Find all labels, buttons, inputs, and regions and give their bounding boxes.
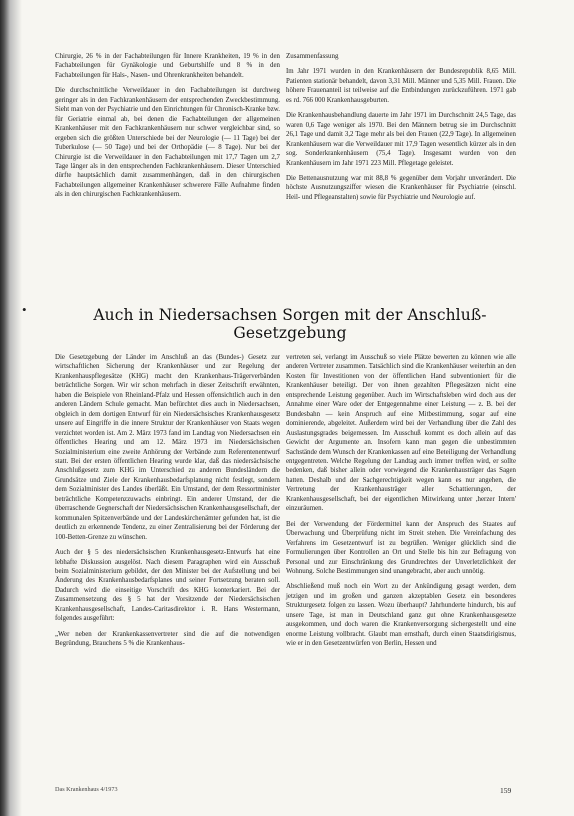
paragraph: „Wer neben der Krankenkassenvertreter sind die auf die notwendigen Begründung, Brauchens 5 % die Krankenhaus- xyxy=(55,630,280,648)
scan-binding-shadow xyxy=(0,0,22,816)
paragraph: Die Bettenausnutzung war mit 88,8 % gegenüber dem Vorjahr unverändert. Die höchste Ausnutzungsziffer wiesen die Krankenhäuser für Psychiatrie (einschl. Heil- und Pflegeanstalten) sowie für Psychiatrie und Neurologie auf. xyxy=(286,174,516,201)
headline-bullet-mark: • xyxy=(22,302,27,317)
article-headline: Auch in Niedersachsen Sorgen mit der Anschluß-Gesetzgebung xyxy=(93,306,487,342)
section-heading: Zusammenfassung xyxy=(286,52,339,60)
bottom-left-column xyxy=(55,353,280,655)
top-left-column xyxy=(55,52,280,206)
top-right-column xyxy=(286,52,516,208)
journal-footer: Das Krankenhaus 4/1973 xyxy=(55,786,118,793)
paragraph: vertreten sei, verlangt im Ausschuß so viele Plätze bewerten zu können wie alle anderen Vertreter zusammen. Tatsächlich sind die Krankenhäuser weiterhin an den Kosten für Investitionen von der öffentlichen Hand subventioniert für die Krankenhäuser beteiligt. Der von ihnen gezahlten Pflegesätzen nicht eine entsprechende Leistung gegenüber. Auch im Wirtschaftsleben wird doch aus der Annahme einer Ware oder der Entgegennahme einer Leistung — z. B. bei der Bundesbahn — kein Anspruch auf eine Mitbestimmung, sogar auf eine dominierende, abgeleitet. Außerdem wird bei der Verhandlung über die Zahl des Auslastungsgrades beigemessen. Im Ausschuß kommt es doch allein auf das Gewicht der Argumente an. Insofern kann man gegen die unbestimmten Sachstände dem Wunsch der Krankenkassen auf eine Beteiligung der Verhandlung entgegentreten. Welche Regelung der Landtag auch immer treffen wird, er sollte bedenken, daß bisher allein oder vorwiegend die Krankenhausträger das Sagen hatten. Deshalb und der Sachgerechtigkeit wegen kann es nur angehen, die Vertretung der Krankenhausträger aller Schattierungen, der Krankenhausgesellschaft, bei der eigentlichen Mitwirkung unter ,herzer Intern' einzuräumen. xyxy=(286,354,516,513)
paragraph: Auch der § 5 des niedersächsischen Krankenhausgesetz-Entwurfs hat eine lebhafte Diskussion ausgelöst. Nach diesem Paragraphen wird ein Ausschuß beim Sozialministerium gebildet, der den Minister bei der Aufstellung und bei Änderung des Krankenhausbedarfsplanes und seiner Fortsetzung beraten soll. Dadurch wird die einseitige Vorschrift des KHG konterkariert. Bei der Zusammensetzung des § 5 hat der Vorsitzende der Niedersächsischen Krankenhausgesellschaft, Landes-Caritasdirektor i. R. Hans Westermann, folgendes ausgeführt: xyxy=(55,549,280,623)
bottom-right-column xyxy=(286,353,516,655)
paragraph: Die Gesetzgebung der Länder im Anschluß an das (Bundes-) Gesetz zur wirtschaftlichen Sicherung der Krankenhäuser und zur Regelung der Krankenhauspflegesätze (KHG) macht den Krankenhaus-Trägerverbänden beträchtliche Sorgen. Wir wir schon mehrfach in dieser Zeitschrift erwähnten, haben die Beispiele von Rheinland-Pfalz und Hessen offensichtlich auch in den anderen Ländern Schule gemacht. Man befürchtet dies auch in Niedersachsen, obgleich in dem dortigen Entwurf für ein Niedersächsisches Krankenhausgesetz unsere auf Eingriffe in die innere Struktur der Krankenhäuser von Staats wegen verzichtet worden ist. Am 2. März 1973 fand im Landtag von Niedersachsen ein öffentliches Hearing und am 12. März 1973 im Niedersächsischen Sozialministerium eine zweite Anhörung der Verbände zum Referentenentwurf statt. Bei der ersten öffentlichen Hearing wurde klar, daß das niedersächsische Anschlußgesetz zum KHG im Unterschied zu anderen Bundesländern die Grundsätze und Ziele der Krankenhausbedarfsplanung nicht festlegt, sondern dem Sozialminister des Landes überläßt. Ein Umstand, der dem Ressortminister beträchtliche Kompetenzzuwachs einbringt. Ein anderer Umstand, der die überraschende Gegnerschaft der Niedersächsischen Krankenhausgesellschaft, der kommunalen Spitzenverbände und der Landeskirchenämter gefunden hat, ist die deutlich zu erkennende Tendenz, zu einer Zentralisierung bei der Förderung der 100-Betten-Grenze zu wünschen. xyxy=(55,354,280,541)
paragraph: Abschließend muß noch ein Wort zu der Ankündigung gesagt werden, dem jetzigen und im großen und ganzen akzeptablen Gesetz ein besonderes Strukturgesetz folgen zu lassen. Wozu überhaupt? Jahrhunderte hindurch, bis auf unsere Tage, ist man in Deutschland ganz gut ohne Krankenhausgesetze ausgekommen, und doch waren die Krankenversorgung sichergestellt und eine enorme Leistung vollbracht. Glaubt man ernsthaft, durch einen Staatsdirigismus, wie er in den Gesetzentwürfen von Berlin, Hessen und xyxy=(286,583,516,648)
paragraph: Die durchschnittliche Verweildauer in den Fachabteilungen ist durchweg geringer als in den Fachkrankenhäusern der entsprechenden Zweckbestimmung. Sieht man von der Psychiatrie und den Einrichtungen für Chronisch-Kranke bzw. für Geriatrie einmal ab, bei denen die Fachabteilungen der allgemeinen Krankenhäuser mit den Fachkrankenhäusern nur schwer vergleichbar sind, so ergeben sich die größten Unterschiede bei der Neurologie (— 11 Tage) bei der Tuberkulose (— 50 Tage) und bei der Orthopädie (— 8 Tage). Nur bei der Chirurgie ist die Verweildauer in den Fachabteilungen mit 17,7 Tagen um 2,7 Tage länger als in den entsprechenden Fachkrankenhäusern. Dieser Unterschied dürfte hauptsächlich damit zusammenhängen, daß in den chirurgischen Fachabteilungen allgemeiner Krankenhäuser schwerere Fälle Aufnahme finden als in den chirurgischen Fachkrankenhäusern. xyxy=(55,87,280,199)
paragraph: Chirurgie, 26 % in der Fachabteilungen für Innere Krankheiten, 19 % in den Fachabteilungen für Gynäkologie und Geburtshilfe und 8 % in den Fachabteilungen für Hals-, Nasen- und Ohrenkrankheiten behandelt. xyxy=(55,53,280,79)
paragraph: Die Krankenhausbehandlung dauerte im Jahr 1971 im Durchschnitt 24,5 Tage, das waren 0,6 Tage weniger als 1970. Bei den Männern betrug sie im Durchschnitt 26,1 Tage und damit 3,2 Tage mehr als bei den Frauen (22,9 Tage). In allgemeinen Krankenhäusern war die Verweildauer mit 17,9 Tagen wesentlich kürzer als in den sog. Sonderkrankenhäusern (75,4 Tage). Insgesamt wurden von den Krankenhäusern im Jahr 1971 223 Mill. Pflegetage geleistet. xyxy=(286,112,516,167)
paragraph: Im Jahr 1971 wurden in den Krankenhäusern der Bundesrepublik 8,65 Mill. Patienten stationär behandelt, davon 3,31 Mill. Männer und 5,35 Mill. Frauen. Die höhere Frauenanteil ist teilweise auf die Entbindungen zurückzuführen. 1971 gab es rd. 766 000 Krankenhausgeburten. xyxy=(286,68,516,104)
paragraph: Bei der Verwendung der Fördermittel kann der Anspruch des Staates auf Überwachung und Überprüfung nicht im Streit stehen. Die Vereinfachung des Verfahrens im Gesetzentwurf ist zu begrüßen. Weniger glücklich sind die Formulierungen über Kontrollen an Ort und Stelle bis hin zur Befragung von Personal und zur Einschränkung des Grundrechtes der Unverletzlichkeit der Wohnung. Solche Bestimmungen sind unangebracht, aber auch unnötig. xyxy=(286,520,516,575)
page-number: 159 xyxy=(500,786,512,795)
